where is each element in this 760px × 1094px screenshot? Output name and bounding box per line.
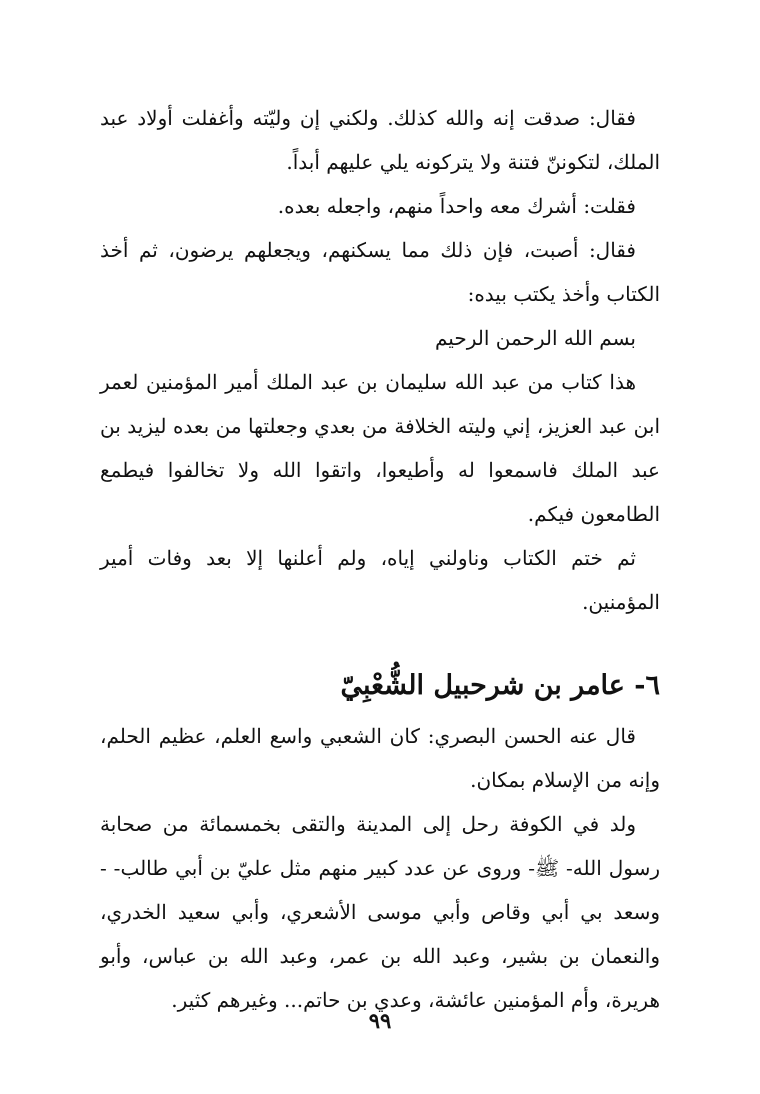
paragraph: ثم ختم الكتاب وناولني إياه، ولم أعلنها إلا بعد وفات أمير المؤمنين. [100, 546, 660, 614]
paragraph: فقال: أصبت، فإن ذلك مما يسكنهم، ويجعلهم يرضون، ثم أخذ الكتاب وأخذ يكتب بيده: [100, 238, 660, 306]
paragraph: فقلت: أشرك معه واحداً منهم، واجعله بعده. [277, 194, 636, 218]
paragraph: قال عنه الحسن البصري: كان الشعبي واسع العلم، عظيم الحلم، وإنه من الإسلام بمكان. [100, 724, 660, 792]
basmala: بسم الله الرحمن الرحيم [434, 326, 636, 350]
page-number: ٩٩ [368, 1008, 392, 1033]
paragraph: فقال: صدقت إنه والله كذلك. ولكني إن وليّته وأغفلت أولاد عبد الملك، لتكوننّ فتنة ولا يتركونه يلي عليهم أبداً. [100, 106, 660, 174]
paragraph: ولد في الكوفة رحل إلى المدينة والتقى بخمسمائة من صحابة رسول الله- ﷺ- وروى عن عدد كبير منهم مثل عليّ بن أبي طالب- - وسعد بي أبي وقاص وأبي موسى الأشعري، وأبي سعيد الخدري، والنعمان بن بشير، وعبد الله بن عمر، وعبد الله بن عباس، وأبو هريرة، وأم المؤمنين عائشة، وعدي بن حاتم... وغيرهم كثير. [100, 812, 660, 1012]
top-text [100, 96, 660, 624]
section-text [100, 714, 660, 1022]
section-heading: ٦- عامر بن شرحبيل الشُّعْبِيّ [340, 670, 660, 701]
paragraph: هذا كتاب من عبد الله سليمان بن عبد الملك أمير المؤمنين لعمر ابن عبد العزيز، إني وليته الخلافة من بعدي وجعلتها من بعده ليزيد بن عبد الملك فاسمعوا له وأطيعوا، واتقوا الله ولا تخالفوا فيطمع الطامعون فيكم. [100, 370, 660, 526]
